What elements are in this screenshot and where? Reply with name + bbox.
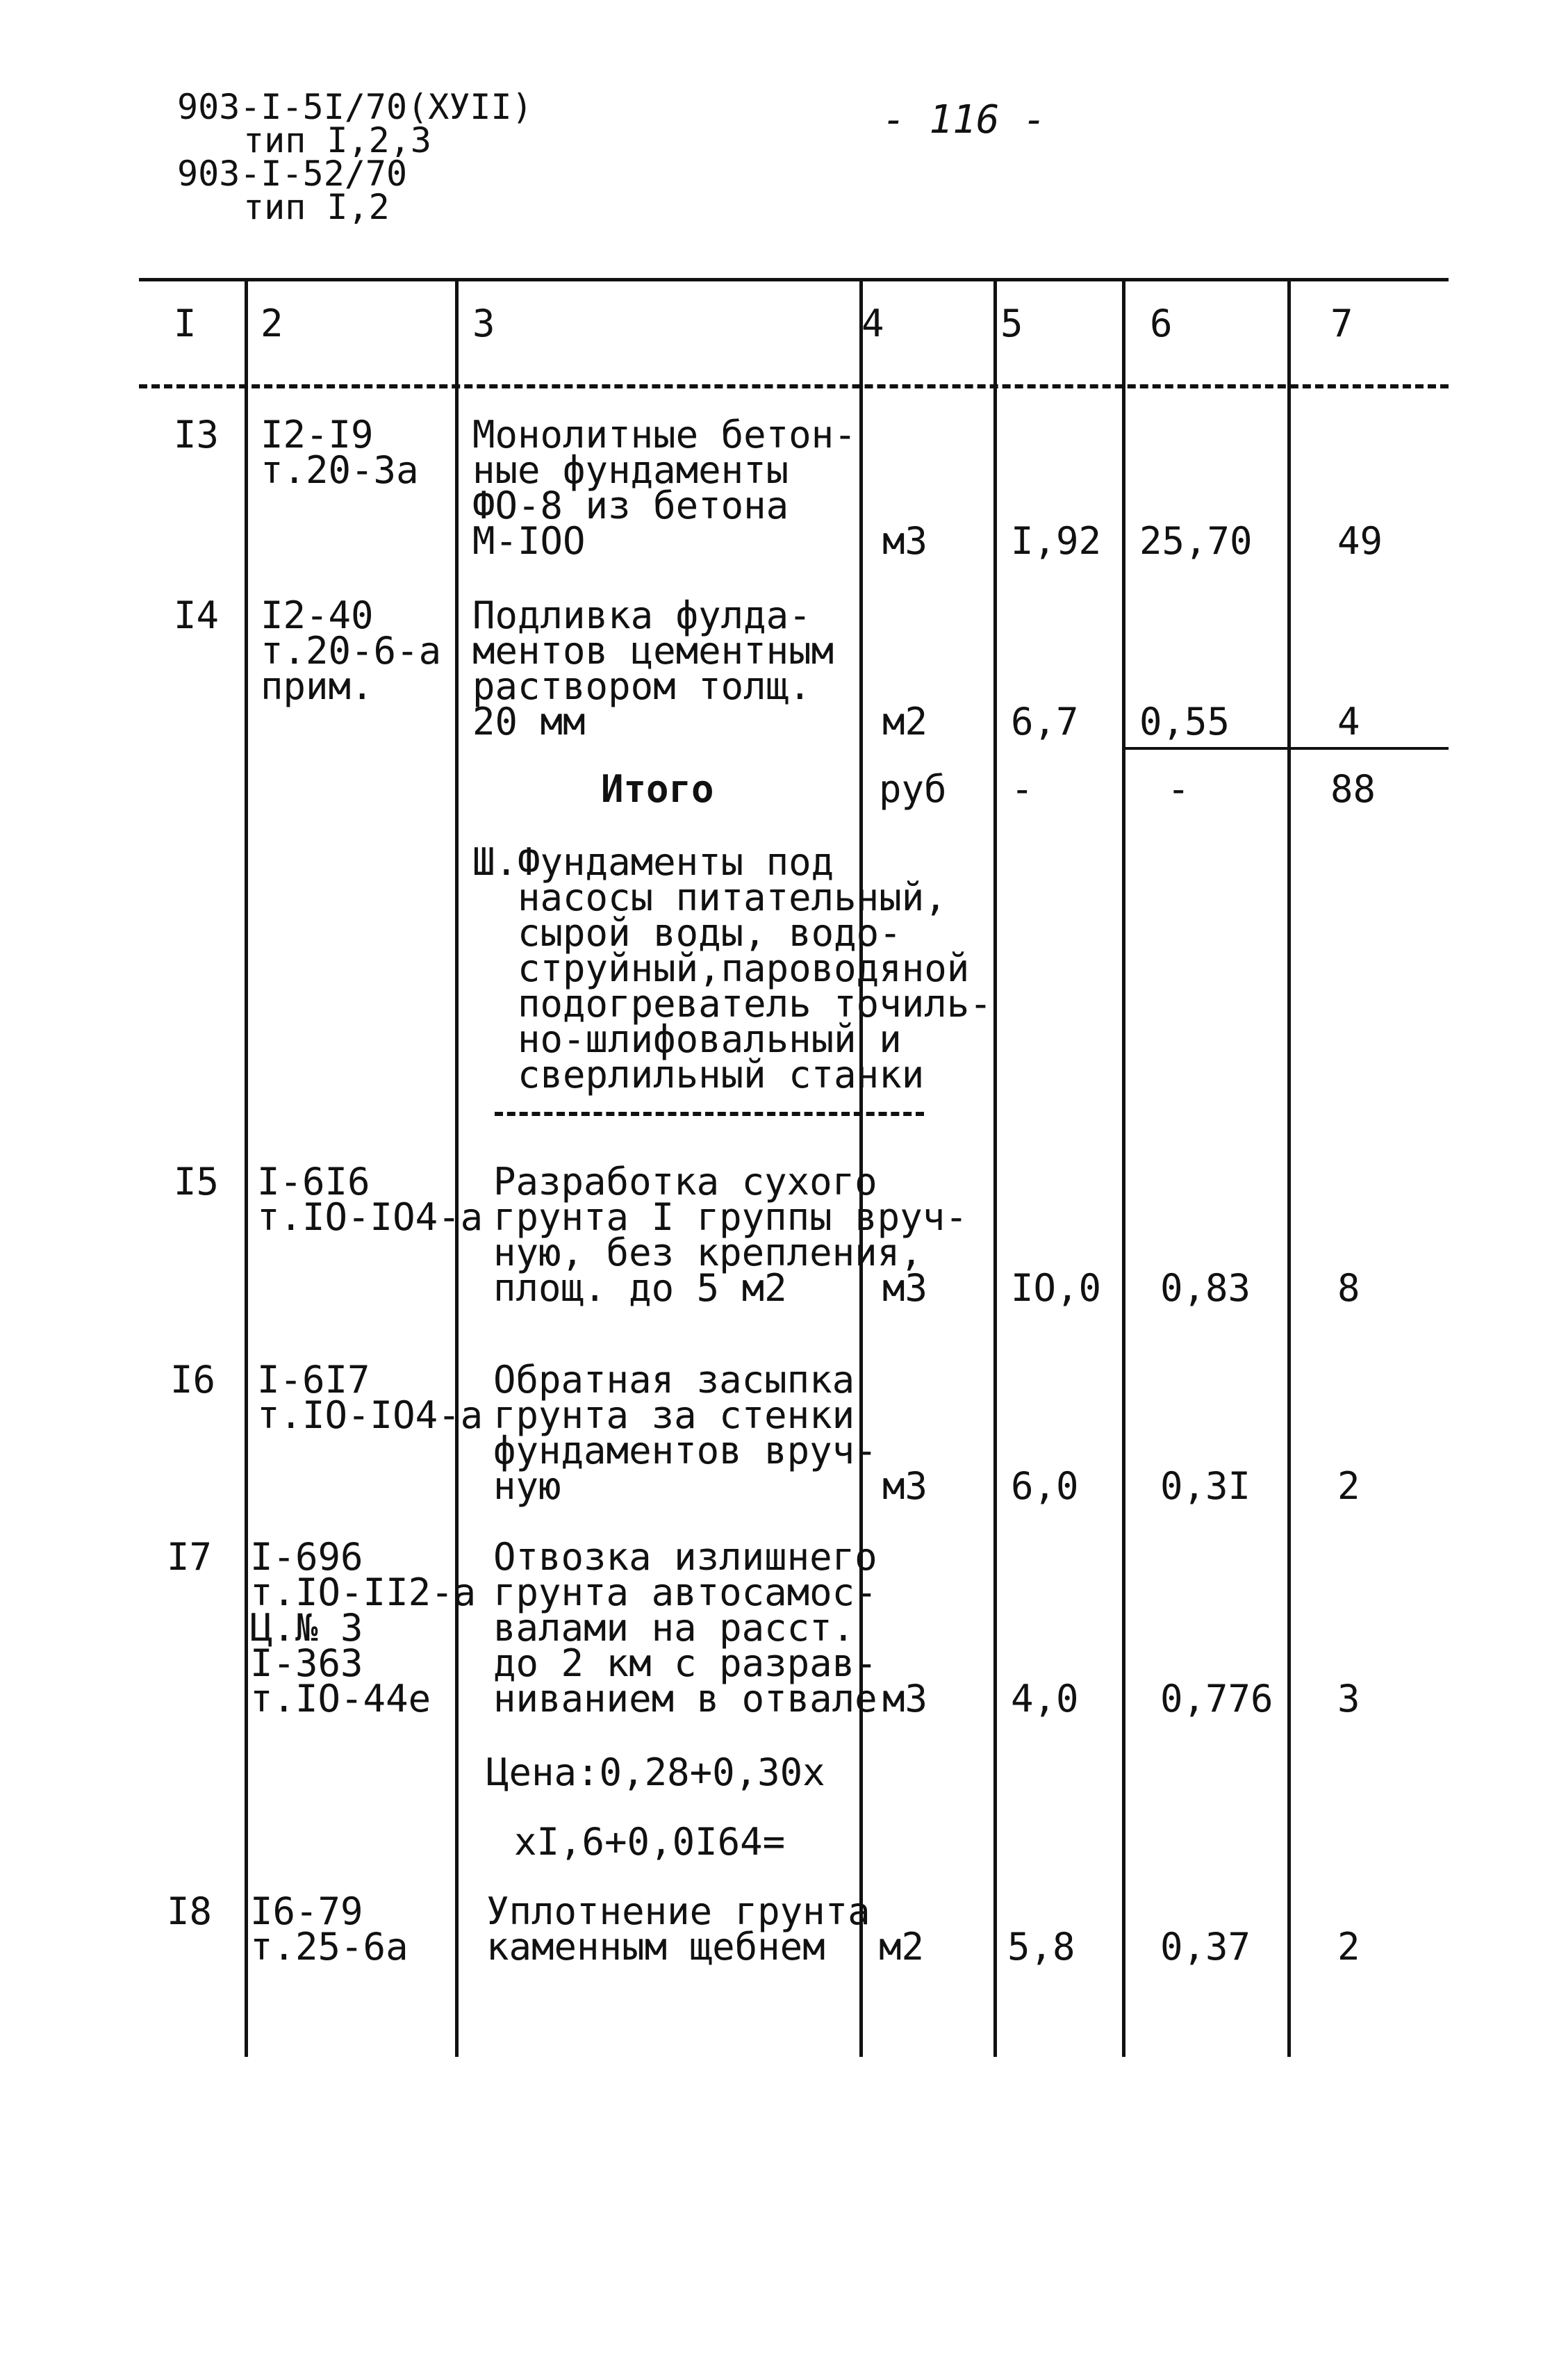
row-16-desc: Обратная засыпка грунта за стенки фундаментов вруч- ную	[493, 1358, 877, 1508]
row-15-unit: м3	[882, 1266, 928, 1310]
column-divider-1	[245, 278, 248, 2057]
section-heading: Ш.Фундаменты под насосы питательный, сырой воды, водо- струйный,пароводяной подогреватель точиль- но-шлифовальный и сверлильный станки	[472, 840, 992, 1097]
row-18-number: I8	[167, 1889, 213, 1933]
row-17-total: 3	[1337, 1677, 1360, 1721]
row-13-qty: I,92	[1011, 519, 1102, 563]
row-14-qty: 6,7	[1011, 700, 1079, 744]
row-13-code: I2-I9 т.20-3а	[261, 413, 419, 492]
column-divider-5	[1122, 278, 1125, 2057]
subtotal-total: 88	[1330, 767, 1376, 811]
price-formula-line-1: Цена:0,28+0,30х	[486, 1750, 825, 1794]
price-formula-line-2: хI,6+0,0I64=	[514, 1820, 786, 1864]
doc-code-line-4: тип I,2	[243, 187, 390, 227]
row-18-code: I6-79 т.25-6а	[250, 1889, 409, 1969]
row-16-qty: 6,0	[1011, 1464, 1079, 1508]
subtotal-qty: -	[1011, 767, 1034, 811]
row-14-code: I2-40 т.20-6-а прим.	[261, 593, 442, 708]
column-header-6: 6	[1150, 302, 1173, 345]
row-18-qty: 5,8	[1007, 1925, 1075, 1969]
row-13-unit: м3	[882, 519, 928, 563]
row-15-total: 8	[1337, 1266, 1360, 1310]
doc-code-line-1: 903-I-5I/70(XУII)	[177, 87, 533, 127]
header-separator	[139, 384, 1449, 388]
row-16-price: 0,3I	[1160, 1464, 1251, 1508]
column-header-3: 3	[472, 302, 495, 345]
row-13-number: I3	[174, 413, 220, 457]
table-top-rule	[139, 278, 1449, 281]
row-16-unit: м3	[882, 1464, 928, 1508]
row-18-unit: м2	[879, 1925, 925, 1969]
subtotal-label: Итого	[601, 767, 714, 811]
row-17-qty: 4,0	[1011, 1677, 1079, 1721]
row-15-price: 0,83	[1160, 1266, 1251, 1310]
row-16-code: I-6I7 т.IO-IO4-а	[257, 1358, 484, 1437]
row-17-code: I-696 т.IO-II2-а Ц.№ 3 I-363 т.IO-44е	[250, 1535, 477, 1721]
doc-code-line-2: тип I,2,3	[243, 120, 431, 161]
subtotal-unit: руб	[879, 767, 947, 811]
page-number: - 116 -	[882, 97, 1047, 142]
row-16-number: I6	[170, 1358, 216, 1402]
row-13-price: 25,70	[1139, 519, 1253, 563]
row-15-number: I5	[174, 1160, 220, 1204]
row-14-unit: м2	[882, 700, 928, 744]
row-17-price: 0,776	[1160, 1677, 1273, 1721]
column-header-5: 5	[1000, 302, 1023, 345]
row-17-number: I7	[167, 1535, 213, 1579]
column-divider-4	[993, 278, 997, 2057]
row-17-desc: Отвозка излишнего грунта автосамос- валами на расст. до 2 км с разрав- ниванием в отвале	[493, 1535, 877, 1721]
row-18-total: 2	[1337, 1925, 1360, 1969]
column-header-2: 2	[261, 302, 283, 345]
doc-code-line-3: 903-I-52/70	[177, 154, 408, 194]
row-18-price: 0,37	[1160, 1925, 1251, 1969]
row-13-desc: Монолитные бетон- ные фундаменты ФО-8 из бетона М-IOO	[472, 413, 857, 563]
column-header-4: 4	[861, 302, 884, 345]
row-15-qty: IO,0	[1011, 1266, 1102, 1310]
row-18-desc: Уплотнение грунта каменным щебнем	[486, 1889, 871, 1969]
column-header-7: 7	[1330, 302, 1353, 345]
row-15-code: I-6I6 т.IO-IO4-а	[257, 1160, 484, 1239]
row-14-total: 4	[1337, 700, 1360, 744]
row-14-price: 0,55	[1139, 700, 1230, 744]
row-14-desc: Подливка фулда- ментов цементным раствором толщ. 20 мм	[472, 593, 834, 744]
row-13-total: 49	[1337, 519, 1383, 563]
row-17-unit: м3	[882, 1677, 928, 1721]
subtotal-rule	[1122, 747, 1449, 750]
row-15-desc: Разработка сухого грунта I группы вруч- ную, без крепления, площ. до 5 м2	[493, 1160, 968, 1310]
row-16-total: 2	[1337, 1464, 1360, 1508]
row-14-number: I4	[174, 593, 220, 637]
column-divider-6	[1287, 278, 1291, 2057]
column-header-1: I	[174, 302, 197, 345]
subtotal-price: -	[1167, 767, 1190, 811]
